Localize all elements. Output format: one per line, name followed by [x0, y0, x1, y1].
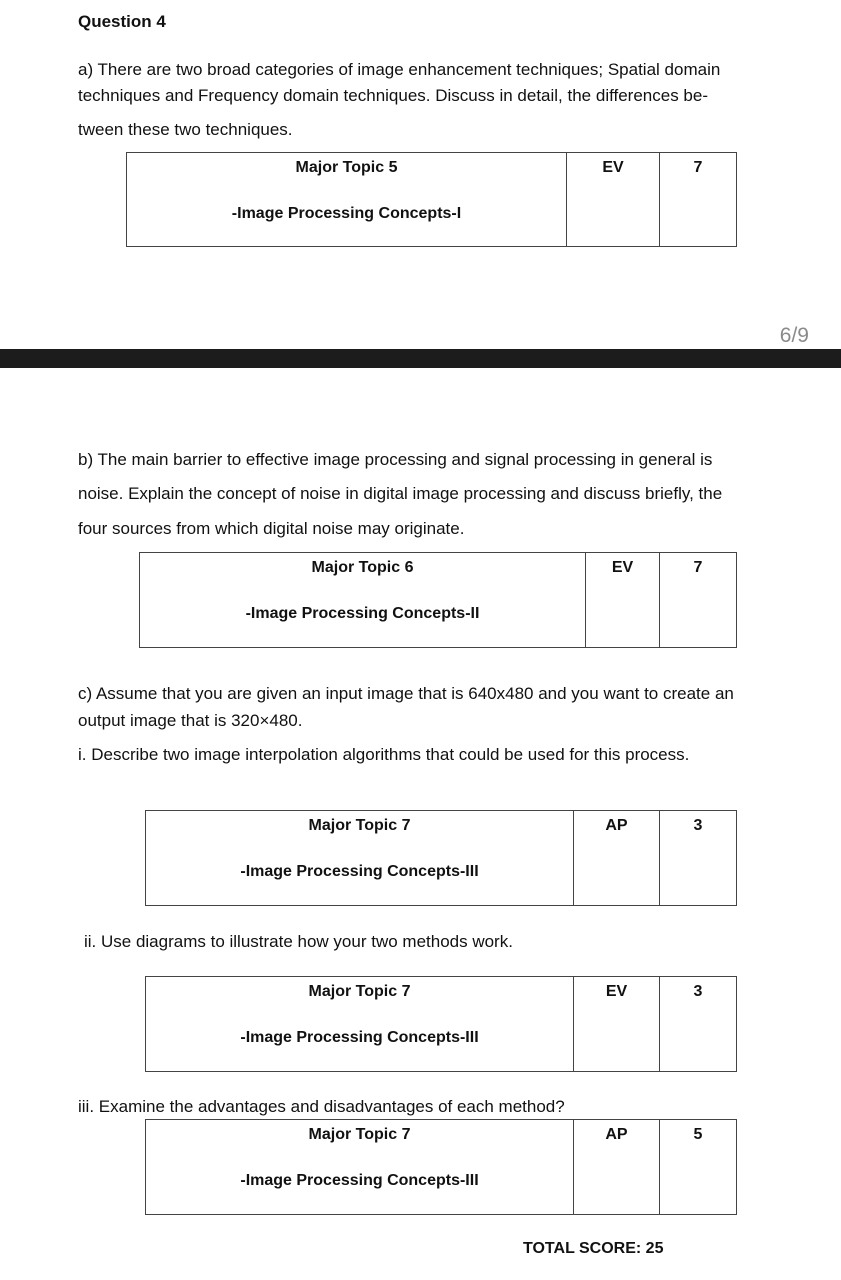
major-topic: Major Topic 7: [308, 817, 411, 834]
marks-value: 7: [660, 553, 737, 648]
topic-cell: [146, 977, 574, 1072]
part-b-line: noise. Explain the concept of noise in digital image processing and discuss briefly, the: [78, 484, 723, 503]
part-b-line: b) The main barrier to effective image processing and signal processing in general is: [78, 450, 713, 469]
question-title: Question 4: [78, 12, 166, 31]
marks-value: 7: [660, 153, 737, 247]
part-c-i-text: i. Describe two image interpolation algorithms that could be used for this process.: [78, 745, 690, 764]
page-divider: [0, 349, 841, 368]
part-c-ii-text: ii. Use diagrams to illustrate how your two methods work.: [84, 932, 513, 951]
topic-cell: [146, 1120, 574, 1215]
part-b-line: four sources from which digital noise may originate.: [78, 519, 465, 538]
topic-cell: [146, 811, 574, 906]
cognitive-level-code: AP: [574, 1120, 660, 1215]
major-topic: Major Topic 5: [295, 159, 398, 176]
topic-subtitle: -Image Processing Concepts-II: [245, 605, 480, 622]
topic-cell: [127, 153, 567, 247]
cognitive-level-code: AP: [574, 811, 660, 906]
topic-subtitle: -Image Processing Concepts-III: [240, 1172, 479, 1189]
topic-cell: [140, 553, 586, 648]
topic-subtitle: -Image Processing Concepts-III: [240, 863, 479, 880]
topic-table-b: [139, 552, 737, 648]
marks-value: 5: [660, 1120, 737, 1215]
part-a-line: a) There are two broad categories of image enhancement techniques; Spatial domain: [78, 60, 721, 79]
topic-table-c-i: [145, 810, 737, 906]
topic-subtitle: -Image Processing Concepts-I: [231, 205, 462, 222]
major-topic: Major Topic 6: [311, 559, 414, 576]
part-c-iii-text: iii. Examine the advantages and disadvantages of each method?: [78, 1097, 565, 1116]
topic-table-c-ii: [145, 976, 737, 1072]
cognitive-level-code: EV: [574, 977, 660, 1072]
part-a-line: tween these two techniques.: [78, 120, 293, 139]
part-c-line: output image that is 320×480.: [78, 711, 303, 730]
cognitive-level-code: EV: [586, 553, 660, 648]
page-number: 6/9: [779, 324, 809, 347]
part-c-line: c) Assume that you are given an input image that is 640x480 and you want to create an: [78, 684, 734, 703]
topic-subtitle: -Image Processing Concepts-III: [240, 1029, 479, 1046]
marks-value: 3: [660, 811, 737, 906]
marks-value: 3: [660, 977, 737, 1072]
topic-table-c-iii: [145, 1119, 737, 1215]
major-topic: Major Topic 7: [308, 983, 411, 1000]
topic-table-a: [126, 152, 737, 247]
part-a-line: techniques and Frequency domain techniques. Discuss in detail, the differences be-: [78, 86, 709, 105]
major-topic: Major Topic 7: [308, 1126, 411, 1143]
cognitive-level-code: EV: [567, 153, 660, 247]
total-score: TOTAL SCORE: 25: [523, 1240, 664, 1257]
